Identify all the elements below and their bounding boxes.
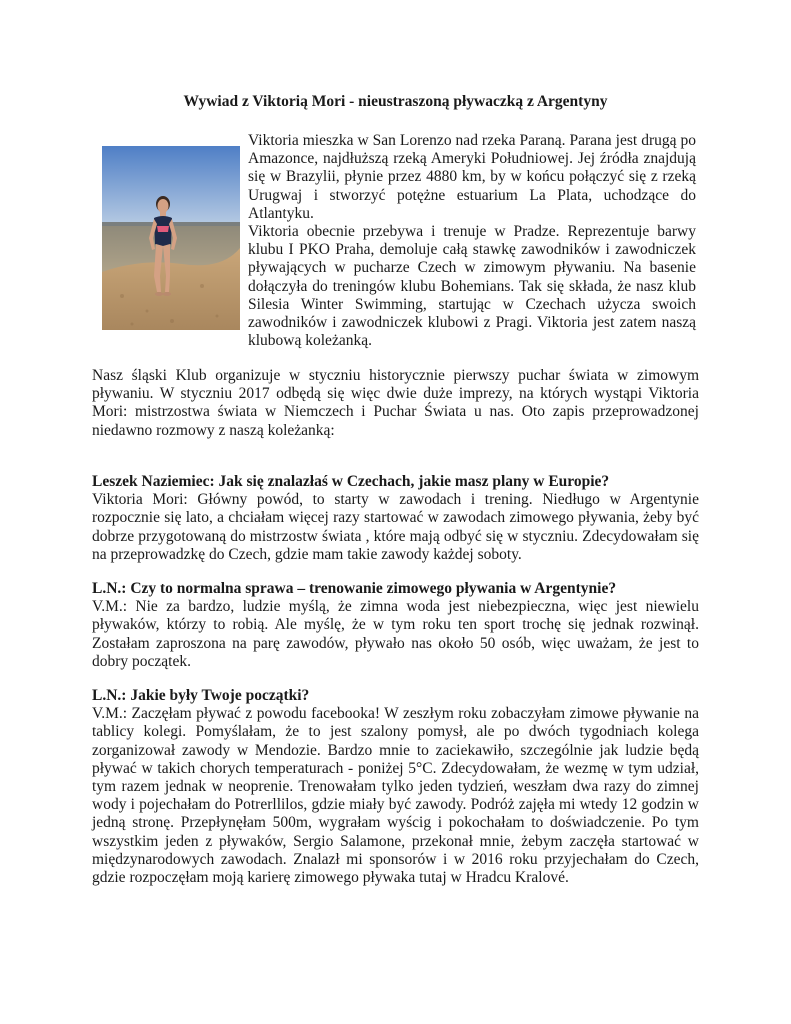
intro-text xyxy=(248,132,696,350)
lead-paragraph-block xyxy=(92,367,699,440)
interview-question: L.N.: Jakie były Twoje początki? xyxy=(92,687,310,704)
qa-item xyxy=(92,687,699,887)
interview-answer: V.M.: Nie za bardzo, ludzie myślą, że zimna woda jest niebezpieczna, więc jest niewielu pływaków, którzy to robią. Ale myślę, że w tym roku ten sport trochę się jednak rozwinął. Zostałam zaproszona na parę zawodów, pływało nas około 50 osób, więc uważam, że jest to dobry początek. xyxy=(92,598,699,670)
interview-question: Leszek Naziemiec: Jak się znalazłaś w Czechach, jakie masz plany w Europie? xyxy=(92,473,610,490)
qa-item xyxy=(92,473,699,564)
interview-answer: Viktoria Mori: Główny powód, to starty w zawodach i trening. Niedługo w Argentynie rozpocznie się lato, a chciałam więcej razy startować w zawodach zimowego pływania, żeby być dobrze przygotowaną do mistrzostw świata , które mają odbyć się w styczniu. Zdecydowałam się na przeprowadzkę do Czech, gdzie mam takie zawody każdej soboty. xyxy=(92,491,699,563)
intro-paragraph: Viktoria mieszka w San Lorenzo nad rzeka Paraną. Parana jest drugą po Amazonce, najdłuższą rzeką Ameryki Południowej. Jej źródła znajdują się w Brazylii, płynie przez 4880 km, by w końcu połączyć się z rzeką Urugwaj i stworzyć potężne estuarium La Plata, uchodzące do Atlantyku. xyxy=(248,132,696,222)
interview-answer: V.M.: Zaczęłam pływać z powodu facebooka! W zeszłym roku zobaczyłam zimowe pływanie na tablicy kolegi. Pomyślałam, że to jest szalony pomysł, ale po dwóch tygodniach kolega zorganizował zawody w Mendozie. Bardzo mnie to zaciekawiło, szczególnie jak ludzie będą pływać w takich chorych temperaturach - poniżej 5°C. Zdecydowałam, że wezmę w tym udział, tym razem jednak w neoprenie. Trenowałam tylko jeden tydzień, weszłam dwa razy do zimnej wody i pojechałam do Potrerllilos, gdzie miały być zawody. Podróż zajęła mi wtedy 12 godzin w jedną stronę. Przepłynęłam 500m, wygrałam wyścig i pokochałam to doświadczenie. Po tym wszystkim jeden z pływaków, Sergio Salamone, przekonał mnie, żebym zaczęła startować w międzynarodowych zawodach. Znalazł mi sponsorów i w 2016 roku przyjechałam do Czech, gdzie rozpoczęłam moją karierę zimowego pływaka tutaj w Hradcu Kralové. xyxy=(92,705,699,887)
intro-paragraph: Viktoria obecnie przebywa i trenuje w Pradze. Reprezentuje barwy klubu I PKO Praha, demoluje całą stawkę zawodników i zawodniczek pływających w pucharze Czech w zimowym pływaniu. Na basenie dołączyła do treningów klubu Bohemians. Tak się składa, że nasz klub Silesia Winter Swimming, startując w Czechach użycza swoich zawodników i zawodniczek klubowi z Pragi. Viktoria jest zatem naszą klubową koleżanką. xyxy=(248,223,696,350)
interview-question: L.N.: Czy to normalna sprawa – trenowanie zimowego pływania w Argentynie? xyxy=(92,580,617,597)
swimmer-on-beach-image xyxy=(102,146,240,330)
swimmer-photo xyxy=(102,146,240,330)
qa-item xyxy=(92,580,699,671)
document-title: Wywiad z Viktorią Mori - nieustraszoną pływaczką z Argentyny xyxy=(183,93,608,110)
lead-paragraph: Nasz śląski Klub organizuje w styczniu historycznie pierwszy puchar świata w zimowym pływaniu. W styczniu 2017 odbędą się więc dwie duże imprezy, na których wystąpi Viktoria Mori: mistrzostwa świata w Niemczech i Puchar Świata u nas. Oto zapis przeprowadzonej niedawno rozmowy z naszą koleżanką: xyxy=(92,367,699,439)
